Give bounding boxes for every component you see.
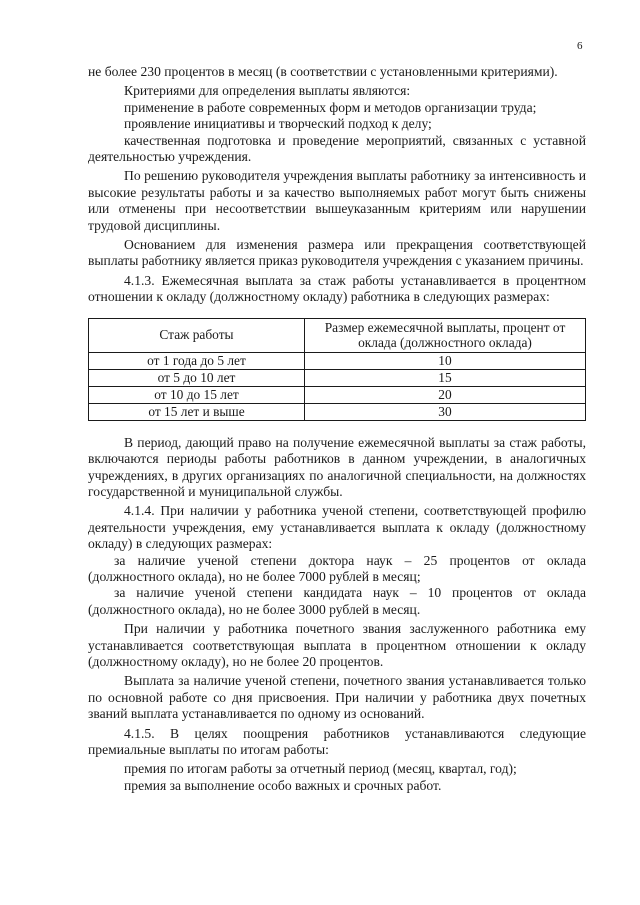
table-header-cell: Размер ежемесячной выплаты, процент от оклада (должностного оклада): [305, 318, 586, 352]
table-cell: от 5 до 10 лет: [89, 369, 305, 386]
paragraph: Основанием для изменения размера или прекращения соответствующей выплаты работнику является приказ руководителя учреждения с указанием причины.: [88, 237, 586, 269]
table-cell: 30: [305, 403, 586, 420]
table-cell: от 15 лет и выше: [89, 403, 305, 420]
paragraph: По решению руководителя учреждения выплаты работнику за интенсивность и высокие результаты работы и за качество выполняемых работ могут быть снижены или отменены при несоответствии вышеуказанным критериям или нарушении трудовой дисциплины.: [88, 168, 586, 233]
table-row: [89, 352, 586, 369]
paragraph: Критериями для определения выплаты являются:: [124, 83, 411, 99]
paragraph: 4.1.4. При наличии у работника ученой степени, соответствующей профилю деятельности учреждения, ему устанавливается выплата к окладу (должностному окладу) в следующих размерах:: [88, 503, 586, 552]
table-row: [89, 386, 586, 403]
paragraph: 4.1.5. В целях поощрения работников устанавливаются следующие премиальные выплаты по итогам работы:: [88, 725, 586, 757]
paragraph: не более 230 процентов в месяц (в соответствии с установленными критериями).: [88, 64, 558, 79]
paragraph: качественная подготовка и проведение мероприятий, связанных с уставной деятельностью учреждения.: [88, 132, 586, 165]
table-cell: 20: [305, 386, 586, 403]
table-row: [89, 403, 586, 420]
paragraph: проявление инициативы и творческий подход к делу;: [124, 116, 432, 132]
paragraph: В период, дающий право на получение ежемесячной выплаты за стаж работы, включаются периоды работы работников в данном учреждении, в аналогичных учреждениях, в других организациях по аналогичной специальности, на должностях государственной и муниципальной службы.: [88, 434, 586, 499]
table-cell: от 10 до 15 лет: [89, 386, 305, 403]
seniority-table: [88, 318, 586, 421]
paragraph: Выплата за наличие ученой степени, почетного звания устанавливается только по основной работе со дня присвоения. При наличии у работника двух почетных званий выплата устанавливается по одному из оснований.: [88, 673, 586, 722]
table-row: [89, 369, 586, 386]
table-cell: 15: [305, 369, 586, 386]
paragraph: за наличие ученой степени кандидата наук – 10 процентов от оклада (должностного оклада), но не более 3000 рублей в месяц.: [88, 585, 586, 617]
paragraph: применение в работе современных форм и методов организации труда;: [124, 99, 537, 115]
table-header-row: [89, 318, 586, 352]
paragraph: премия по итогам работы за отчетный период (месяц, квартал, год);: [124, 761, 517, 777]
paragraph: 4.1.3. Ежемесячная выплата за стаж работы устанавливается в процентном отношении к окладу (должностному окладу) работника в следующих размерах:: [88, 272, 586, 305]
paragraph: премия за выполнение особо важных и срочных работ.: [124, 777, 442, 793]
document-body: [88, 64, 586, 794]
table-cell: от 1 года до 5 лет: [89, 352, 305, 369]
table-header-cell: Стаж работы: [89, 318, 305, 352]
page-number: 6: [577, 40, 583, 52]
table-cell: 10: [305, 352, 586, 369]
paragraph: за наличие ученой степени доктора наук – 25 процентов от оклада (должностного оклада), но не более 7000 рублей в месяц;: [88, 552, 586, 584]
paragraph: При наличии у работника почетного звания заслуженного работника ему устанавливается соответствующая выплата в процентном отношении к окладу (должностному окладу), но не более 20 процентов.: [88, 621, 586, 669]
